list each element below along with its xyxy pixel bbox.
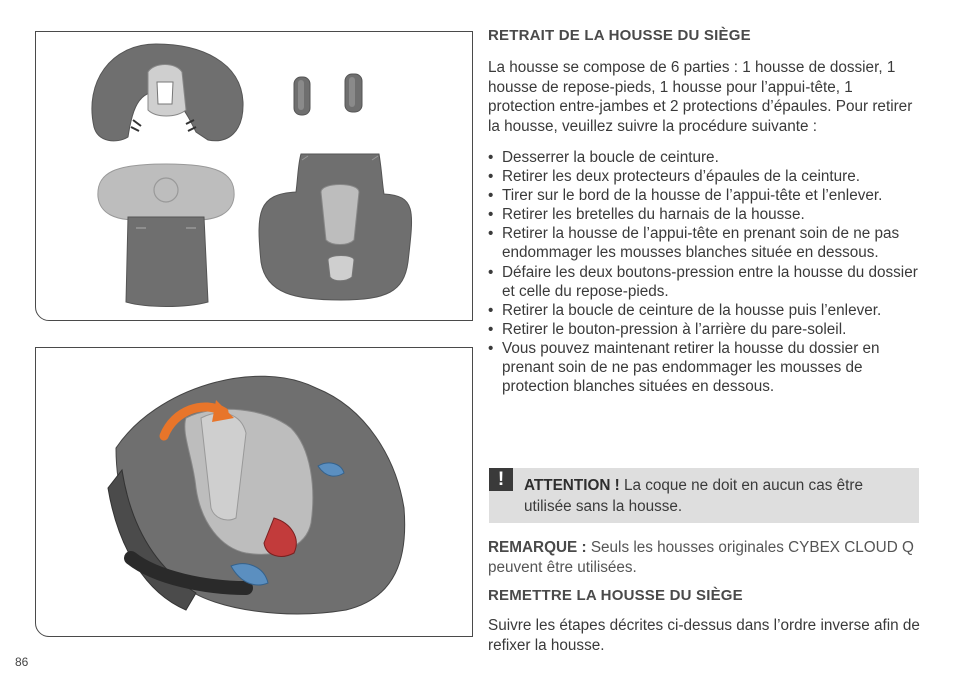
remove-cover-intro: La housse se compose de 6 parties : 1 housse de dossier, 1 housse de repose-pieds, 1 housse pour l’appui-tête, 1 protection entre-jambes et 2 protections d’épaules. Pour retirer la housse, veuillez suivre la procédure suivante : [488, 59, 913, 135]
list-item: • Défaire les deux boutons-pression entre la housse du dossier et celle du repose-pieds. [488, 263, 928, 301]
attention-label: ATTENTION ! [524, 477, 620, 494]
list-item: • Retirer le bouton-pression à l’arrière du pare-soleil. [488, 320, 928, 339]
list-item: • Retirer la boucle de ceinture de la housse puis l’enlever. [488, 301, 928, 320]
remove-cover-heading: RETRAIT DE LA HOUSSE DU SIÈGE [488, 27, 751, 44]
remove-steps-list [488, 148, 928, 396]
list-item: • Tirer sur le bord de la housse de l’appui-tête et l’enlever. [488, 186, 928, 205]
list-item: • Retirer les bretelles du harnais de la housse. [488, 205, 928, 224]
shoulder-pads-part [294, 74, 362, 115]
list-item: • Desserrer la boucle de ceinture. [488, 148, 928, 167]
footrest-cover-part [98, 164, 234, 307]
cover-parts-illustration-frame [35, 31, 473, 321]
remark-message: Seuls les housses originales CYBEX CLOUD Q peuvent être utilisées. [488, 539, 914, 576]
attention-box [489, 468, 919, 523]
remark-label: REMARQUE : [488, 539, 587, 556]
headrest-cover-part [92, 44, 243, 141]
seat-removal-illustration [36, 348, 474, 638]
refit-cover-text: Suivre les étapes décrites ci-dessus dans l’ordre inverse afin de refixer la housse. [488, 617, 920, 654]
seat-removal-illustration-frame [35, 347, 473, 637]
list-item: • Retirer la housse de l’appui-tête en prenant soin de ne pas endommager les mousses blanches située en dessous. [488, 224, 928, 262]
page-number: 86 [15, 655, 29, 669]
backrest-cover-part [259, 154, 412, 300]
attention-text [524, 476, 914, 517]
refit-cover-heading: REMETTRE LA HOUSSE DU SIÈGE [488, 587, 743, 604]
exclamation-icon: ! [489, 468, 513, 491]
remark-note [488, 538, 924, 577]
list-item: • Vous pouvez maintenant retirer la housse du dossier en prenant soin de ne pas endommager les mousses de protection blanches situées en dessous. [488, 339, 928, 396]
list-item: • Retirer les deux protecteurs d’épaules de la ceinture. [488, 167, 928, 186]
attention-message: La coque ne doit en aucun cas être utilisée sans la housse. [524, 477, 863, 515]
cover-parts-illustration [36, 32, 474, 322]
